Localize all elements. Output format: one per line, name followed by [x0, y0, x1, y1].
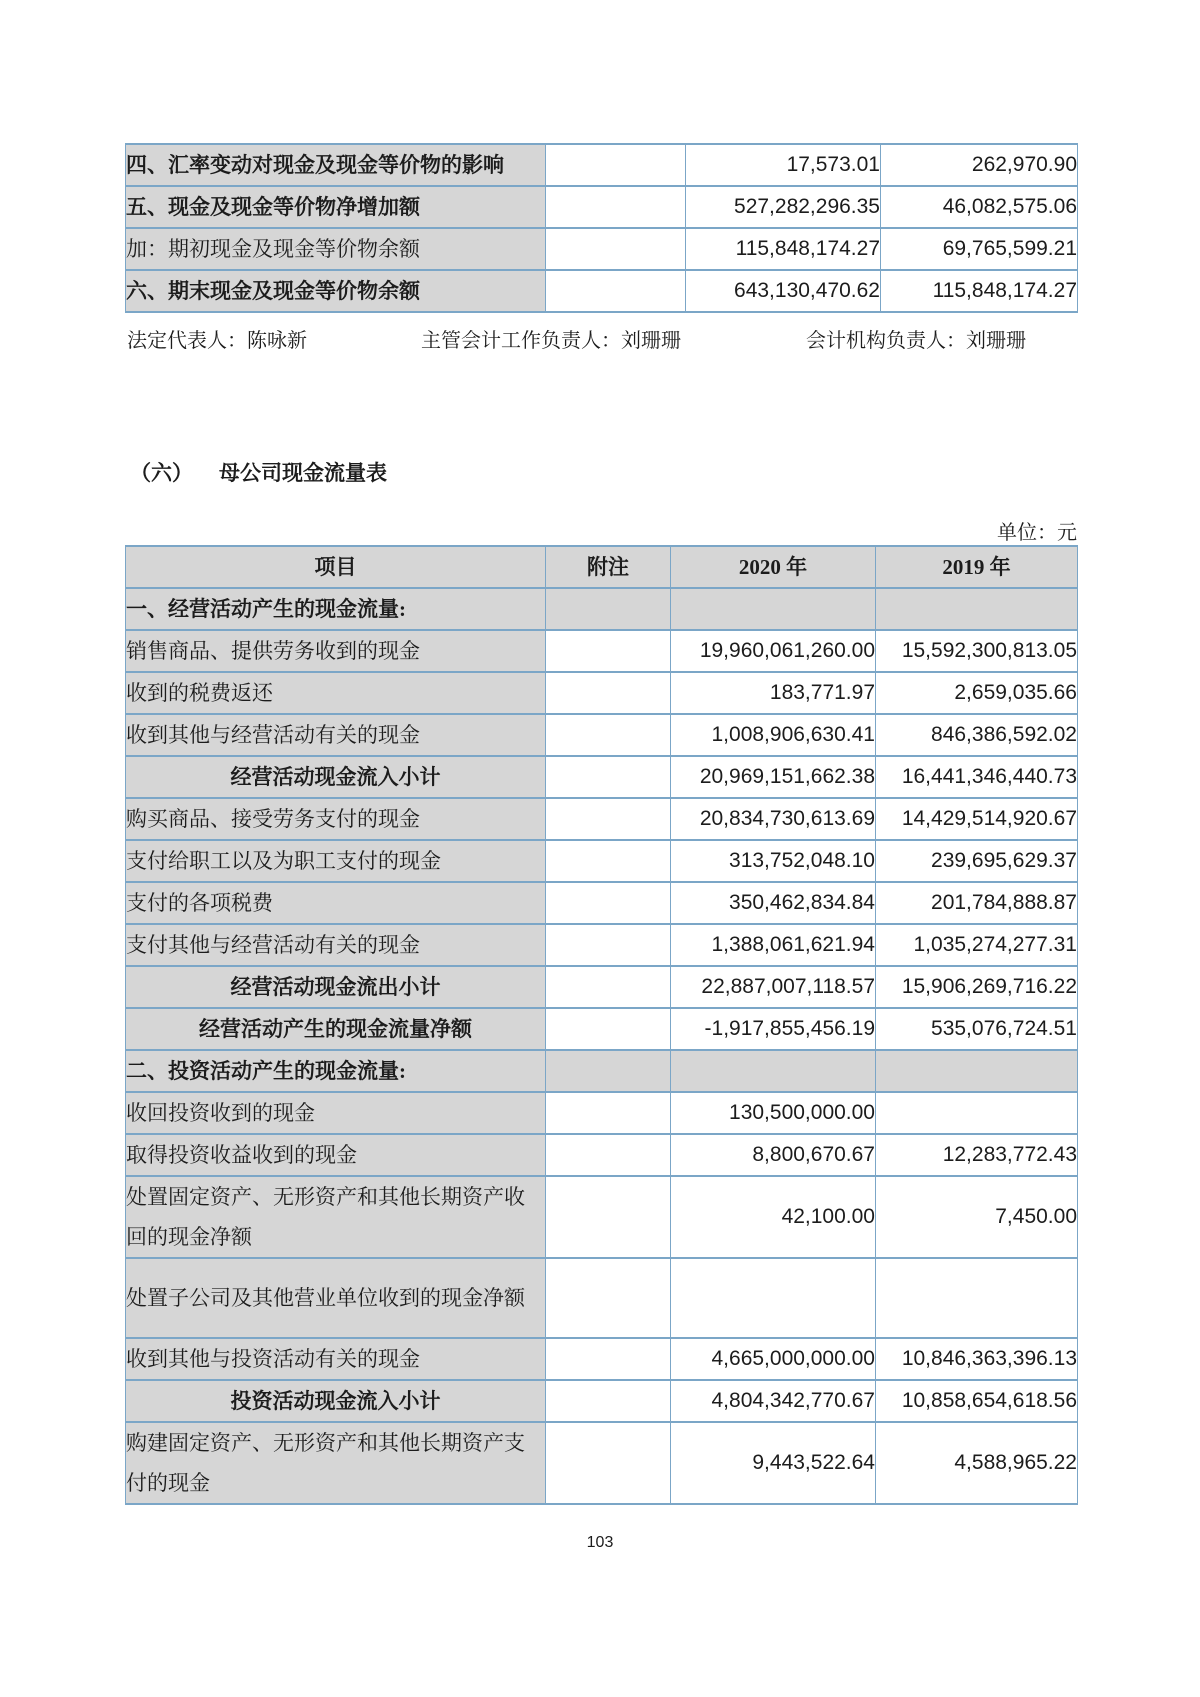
table-row [126, 1008, 1078, 1050]
row-note-cell [546, 924, 671, 966]
row-note-cell [546, 1380, 671, 1422]
row-value-2019: 7,450.00 [876, 1176, 1078, 1258]
row-value-2019: 14,429,514,920.67 [876, 798, 1078, 840]
row-note-cell [546, 270, 686, 312]
row-label: 一、经营活动产生的现金流量: [126, 588, 546, 630]
row-value-2020: 1,008,906,630.41 [671, 714, 876, 756]
row-note-cell [546, 630, 671, 672]
row-value-2020: 20,834,730,613.69 [671, 798, 876, 840]
row-value-2020 [671, 588, 876, 630]
row-value-2020: 183,771.97 [671, 672, 876, 714]
table-row [126, 756, 1078, 798]
table-row [126, 630, 1078, 672]
table-row [126, 966, 1078, 1008]
table-row [126, 270, 1078, 312]
row-value-2020: 1,388,061,621.94 [671, 924, 876, 966]
header-item: 项目 [126, 546, 546, 588]
row-value-2019: 115,848,174.27 [881, 270, 1078, 312]
row-value-2020: 115,848,174.27 [686, 228, 881, 270]
row-label: 购买商品、接受劳务支付的现金 [126, 798, 546, 840]
row-note-cell [546, 1258, 671, 1338]
row-value-2019: 15,592,300,813.05 [876, 630, 1078, 672]
row-label: 收回投资收到的现金 [126, 1092, 546, 1134]
row-value-2020: 9,443,522.64 [671, 1422, 876, 1504]
table-row [126, 186, 1078, 228]
header-2020: 2020 年 [671, 546, 876, 588]
table-header-row [126, 546, 1078, 588]
row-note-cell [546, 1134, 671, 1176]
table-row [126, 1380, 1078, 1422]
row-label: 经营活动现金流出小计 [126, 966, 546, 1008]
row-label: 取得投资收益收到的现金 [126, 1134, 546, 1176]
table-row [126, 228, 1078, 270]
parent-company-cash-flow-table [125, 545, 1078, 1505]
row-value-2019: 4,588,965.22 [876, 1422, 1078, 1504]
row-note-cell [546, 1176, 671, 1258]
row-value-2020: 4,804,342,770.67 [671, 1380, 876, 1422]
unit-label: 单位：元 [997, 522, 1077, 544]
row-value-2019: 201,784,888.87 [876, 882, 1078, 924]
row-value-2019 [876, 1258, 1078, 1338]
row-label: 经营活动产生的现金流量净额 [126, 1008, 546, 1050]
row-label: 加：期初现金及现金等价物余额 [126, 228, 546, 270]
row-value-2020: 643,130,470.62 [686, 270, 881, 312]
row-value-2020: 42,100.00 [671, 1176, 876, 1258]
row-note-cell [546, 186, 686, 228]
table-row [126, 1050, 1078, 1092]
row-value-2019: 262,970.90 [881, 144, 1078, 186]
row-label: 二、投资活动产生的现金流量: [126, 1050, 546, 1092]
row-value-2019: 15,906,269,716.22 [876, 966, 1078, 1008]
row-label: 购建固定资产、无形资产和其他长期资产支付的现金 [126, 1422, 546, 1504]
table-row [126, 798, 1078, 840]
accounting-department-head: 会计机构负责人：刘珊珊 [806, 330, 1026, 352]
row-note-cell [546, 588, 671, 630]
table-row [126, 588, 1078, 630]
row-note-cell [546, 1008, 671, 1050]
row-value-2020: 313,752,048.10 [671, 840, 876, 882]
page-number: 103 [586, 1534, 614, 1551]
row-label: 投资活动现金流入小计 [126, 1380, 546, 1422]
row-note-cell [546, 1422, 671, 1504]
row-note-cell [546, 1092, 671, 1134]
row-value-2020: 527,282,296.35 [686, 186, 881, 228]
row-value-2019: 46,082,575.06 [881, 186, 1078, 228]
row-value-2019 [876, 1050, 1078, 1092]
row-value-2019: 846,386,592.02 [876, 714, 1078, 756]
row-value-2019: 10,846,363,396.13 [876, 1338, 1078, 1380]
row-value-2020 [671, 1050, 876, 1092]
header-2019: 2019 年 [876, 546, 1078, 588]
header-note: 附注 [546, 546, 671, 588]
row-label: 收到其他与经营活动有关的现金 [126, 714, 546, 756]
row-value-2020: 130,500,000.00 [671, 1092, 876, 1134]
row-note-cell [546, 756, 671, 798]
row-value-2020: 4,665,000,000.00 [671, 1338, 876, 1380]
row-value-2019 [876, 588, 1078, 630]
row-value-2020: 8,800,670.67 [671, 1134, 876, 1176]
table-row [126, 1422, 1078, 1504]
row-note-cell [546, 1338, 671, 1380]
table-row [126, 672, 1078, 714]
row-label: 收到的税费返还 [126, 672, 546, 714]
table-row [126, 1092, 1078, 1134]
row-note-cell [546, 672, 671, 714]
table-row [126, 714, 1078, 756]
row-label: 六、期末现金及现金等价物余额 [126, 270, 546, 312]
row-note-cell [546, 840, 671, 882]
section-title: 母公司现金流量表 [219, 461, 387, 485]
row-note-cell [546, 228, 686, 270]
row-label: 收到其他与投资活动有关的现金 [126, 1338, 546, 1380]
row-value-2020: 17,573.01 [686, 144, 881, 186]
row-note-cell [546, 144, 686, 186]
table-row [126, 924, 1078, 966]
table-row [126, 1134, 1078, 1176]
row-note-cell [546, 1050, 671, 1092]
row-label: 五、现金及现金等价物净增加额 [126, 186, 546, 228]
row-value-2019: 1,035,274,277.31 [876, 924, 1078, 966]
table-row [126, 1338, 1078, 1380]
table-row [126, 882, 1078, 924]
row-value-2020 [671, 1258, 876, 1338]
row-value-2019: 69,765,599.21 [881, 228, 1078, 270]
signature-line [125, 324, 1077, 352]
row-value-2020: 19,960,061,260.00 [671, 630, 876, 672]
accounting-work-head: 主管会计工作负责人：刘珊珊 [421, 330, 681, 352]
row-label: 支付给职工以及为职工支付的现金 [126, 840, 546, 882]
row-value-2020: 350,462,834.84 [671, 882, 876, 924]
row-value-2019: 16,441,346,440.73 [876, 756, 1078, 798]
row-label: 经营活动现金流入小计 [126, 756, 546, 798]
row-value-2020: 22,887,007,118.57 [671, 966, 876, 1008]
row-label: 销售商品、提供劳务收到的现金 [126, 630, 546, 672]
table-row [126, 1258, 1078, 1338]
row-note-cell [546, 714, 671, 756]
row-value-2019: 2,659,035.66 [876, 672, 1078, 714]
legal-representative: 法定代表人：陈咏新 [127, 330, 307, 352]
row-label: 处置固定资产、无形资产和其他长期资产收回的现金净额 [126, 1176, 546, 1258]
row-value-2020: 20,969,151,662.38 [671, 756, 876, 798]
row-value-2019 [876, 1092, 1078, 1134]
row-note-cell [546, 966, 671, 1008]
row-value-2019: 239,695,629.37 [876, 840, 1078, 882]
table-row [126, 840, 1078, 882]
row-value-2019: 12,283,772.43 [876, 1134, 1078, 1176]
row-note-cell [546, 882, 671, 924]
row-note-cell [546, 798, 671, 840]
row-value-2019: 535,076,724.51 [876, 1008, 1078, 1050]
table-row [126, 144, 1078, 186]
section-heading [130, 457, 387, 487]
row-label: 四、汇率变动对现金及现金等价物的影响 [126, 144, 546, 186]
row-label: 支付其他与经营活动有关的现金 [126, 924, 546, 966]
row-value-2020: -1,917,855,456.19 [671, 1008, 876, 1050]
section-index: （六） [130, 461, 193, 485]
row-label: 支付的各项税费 [126, 882, 546, 924]
row-value-2019: 10,858,654,618.56 [876, 1380, 1078, 1422]
cash-equivalents-summary-table [125, 143, 1078, 313]
row-label: 处置子公司及其他营业单位收到的现金净额 [126, 1258, 546, 1338]
table-row [126, 1176, 1078, 1258]
